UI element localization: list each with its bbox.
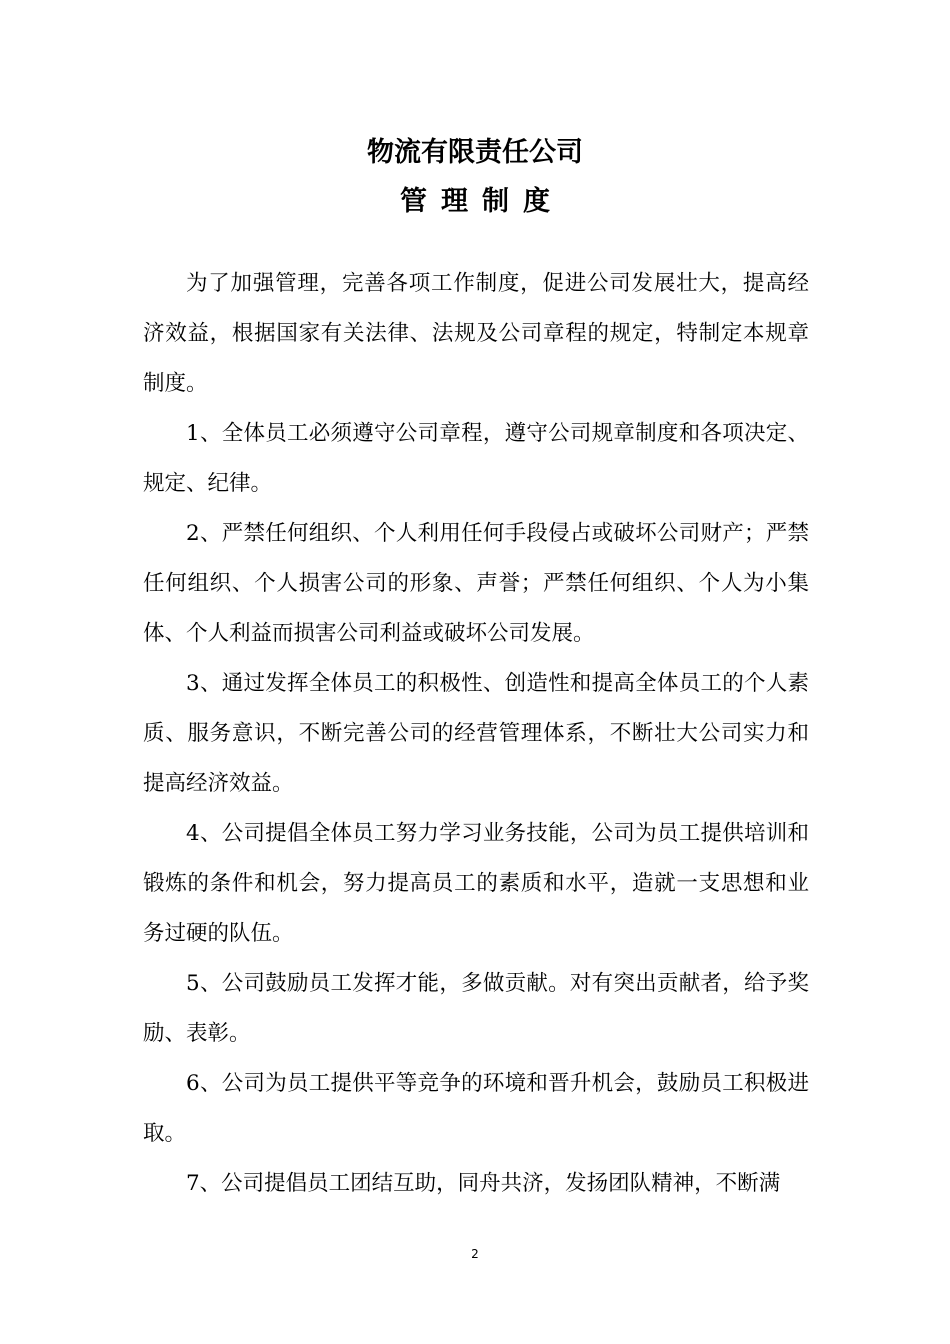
paragraph-intro: 为了加强管理，完善各项工作制度，促进公司发展壮大，提高经济效益，根据国家有关法律、法规及公司章程的规定，特制定本规章制度。 (143, 271, 809, 396)
paragraph-item-5: 5、公司鼓励员工发挥才能，多做贡献。对有突出贡献者，给予奖励、表彰。 (143, 971, 809, 1046)
paragraph-item-3: 3、通过发挥全体员工的积极性、创造性和提高全体员工的个人素质、服务意识，不断完善公司的经营管理体系，不断壮大公司实力和提高经济效益。 (143, 671, 809, 796)
document-title: 物流有限责任公司 (367, 137, 583, 168)
paragraph-item-6: 6、公司为员工提供平等竞争的环境和晋升机会，鼓励员工积极进取。 (143, 1071, 809, 1146)
document-subtitle: 管理制度 (400, 186, 564, 217)
paragraph-item-7: 7、公司提倡员工团结互助，同舟共济，发扬团队精神，不断满 (186, 1171, 781, 1196)
paragraph-item-4: 4、公司提倡全体员工努力学习业务技能，公司为员工提供培训和锻炼的条件和机会，努力提高员工的素质和水平，造就一支思想和业务过硬的队伍。 (143, 821, 809, 946)
paragraph-item-1: 1、全体员工必须遵守公司章程，遵守公司规章制度和各项决定、规定、纪律。 (143, 421, 809, 496)
document-body (143, 259, 809, 1209)
paragraph-item-2: 2、严禁任何组织、个人利用任何手段侵占或破坏公司财产；严禁任何组织、个人损害公司的形象、声誉；严禁任何组织、个人为小集体、个人利益而损害公司利益或破坏公司发展。 (143, 521, 809, 646)
page-number: 2 (471, 1247, 479, 1261)
